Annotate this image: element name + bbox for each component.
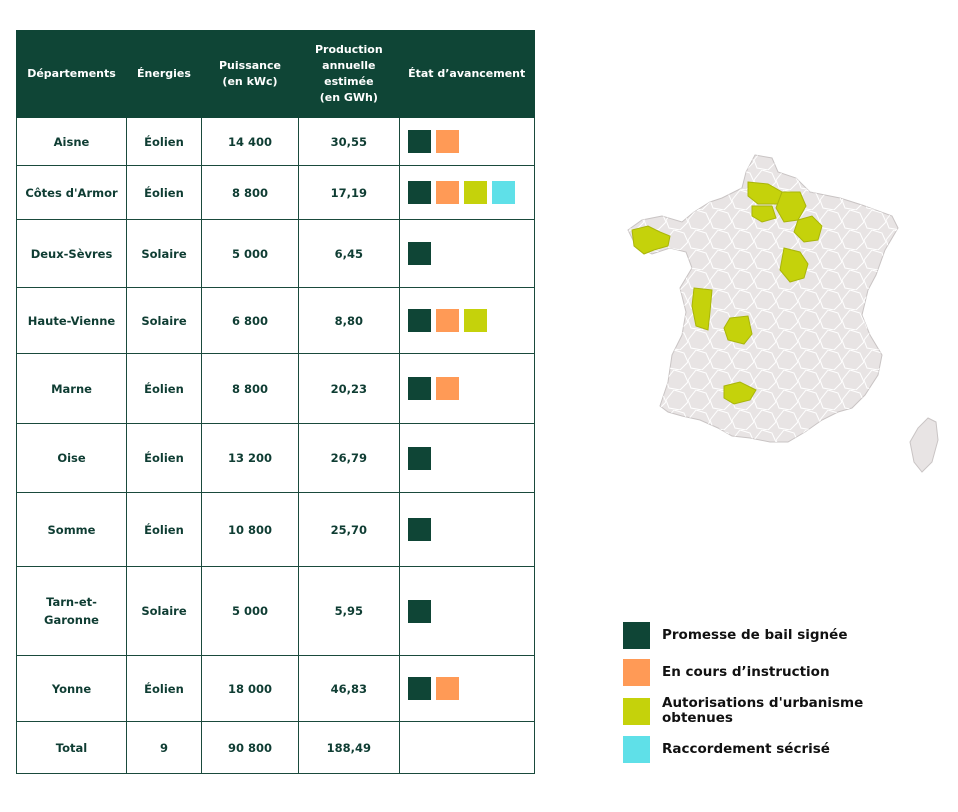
cell-status — [399, 166, 534, 220]
table-header-row — [17, 31, 535, 118]
table-row — [17, 567, 535, 656]
legend-label-raccordement: Raccordement sécrisé — [662, 741, 830, 757]
cell-departement: Haute-Vienne — [17, 288, 127, 354]
legend-label-urbanisme: Autorisations d'urbanisme obtenues — [662, 695, 864, 726]
cell-production: 46,83 — [299, 656, 400, 722]
total-production: 188,49 — [299, 722, 400, 774]
table-row — [17, 118, 535, 166]
status-square-promesse — [408, 518, 431, 541]
status-square-instruction — [436, 677, 459, 700]
header-production: Production annuelle estimée (en GWh) — [299, 31, 400, 118]
cell-production: 26,79 — [299, 424, 400, 493]
cell-puissance: 18 000 — [202, 656, 299, 722]
legend-swatch-raccordement — [623, 736, 650, 763]
status-square-urbanisme — [464, 309, 487, 332]
cell-puissance: 14 400 — [202, 118, 299, 166]
france-departments-map — [600, 150, 945, 485]
cell-puissance: 8 800 — [202, 354, 299, 424]
status-square-urbanisme — [464, 181, 487, 204]
table-row — [17, 220, 535, 288]
status-square-promesse — [408, 677, 431, 700]
cell-departement: Yonne — [17, 656, 127, 722]
legend-swatch-urbanisme — [623, 698, 650, 725]
status-square-promesse — [408, 377, 431, 400]
header-puissance: Puissance (en kWc) — [202, 31, 299, 118]
total-row — [17, 722, 535, 774]
cell-puissance: 5 000 — [202, 567, 299, 656]
cell-status — [399, 354, 534, 424]
cell-puissance: 6 800 — [202, 288, 299, 354]
table-row — [17, 493, 535, 567]
corsica-shape — [910, 418, 938, 472]
cell-status — [399, 567, 534, 656]
cell-departement: Oise — [17, 424, 127, 493]
cell-energie: Éolien — [127, 656, 202, 722]
cell-energie: Solaire — [127, 220, 202, 288]
cell-production: 17,19 — [299, 166, 400, 220]
legend — [623, 622, 892, 773]
legend-item-instruction — [623, 659, 892, 686]
status-square-promesse — [408, 447, 431, 470]
legend-swatch-promesse — [623, 622, 650, 649]
status-square-raccordement — [492, 181, 515, 204]
total-puissance: 90 800 — [202, 722, 299, 774]
cell-energie: Éolien — [127, 424, 202, 493]
cell-departement: Deux-Sèvres — [17, 220, 127, 288]
cell-puissance: 8 800 — [202, 166, 299, 220]
cell-energie: Éolien — [127, 493, 202, 567]
cell-puissance: 10 800 — [202, 493, 299, 567]
cell-energie: Éolien — [127, 118, 202, 166]
status-square-promesse — [408, 181, 431, 204]
status-square-promesse — [408, 309, 431, 332]
table-row — [17, 354, 535, 424]
cell-status — [399, 424, 534, 493]
legend-item-raccordement — [623, 736, 892, 763]
cell-production: 6,45 — [299, 220, 400, 288]
cell-energie: Solaire — [127, 288, 202, 354]
header-energie: Énergies — [127, 31, 202, 118]
cell-energie: Éolien — [127, 166, 202, 220]
cell-energie: Éolien — [127, 354, 202, 424]
total-count: 9 — [127, 722, 202, 774]
cell-puissance: 5 000 — [202, 220, 299, 288]
table-row — [17, 656, 535, 722]
legend-item-promesse — [623, 622, 892, 649]
status-square-promesse — [408, 130, 431, 153]
dept-haute-vienne — [724, 316, 752, 344]
cell-status — [399, 220, 534, 288]
header-etat: État d’avancement — [399, 31, 534, 118]
cell-production: 20,23 — [299, 354, 400, 424]
cell-departement: Côtes d'Armor — [17, 166, 127, 220]
cell-puissance: 13 200 — [202, 424, 299, 493]
cell-departement: Marne — [17, 354, 127, 424]
cell-production: 8,80 — [299, 288, 400, 354]
cell-production: 30,55 — [299, 118, 400, 166]
cell-energie: Solaire — [127, 567, 202, 656]
cell-status — [399, 118, 534, 166]
total-status-empty — [399, 722, 534, 774]
status-square-instruction — [436, 181, 459, 204]
cell-departement: Somme — [17, 493, 127, 567]
table-row — [17, 424, 535, 493]
header-departement: Départements — [17, 31, 127, 118]
status-square-instruction — [436, 130, 459, 153]
cell-departement: Tarn-et-Garonne — [17, 567, 127, 656]
total-label: Total — [17, 722, 127, 774]
legend-swatch-instruction — [623, 659, 650, 686]
legend-label-instruction: En cours d’instruction — [662, 664, 830, 680]
cell-production: 5,95 — [299, 567, 400, 656]
legend-label-promesse: Promesse de bail signée — [662, 627, 848, 643]
cell-status — [399, 493, 534, 567]
table-row — [17, 166, 535, 220]
legend-item-urbanisme — [623, 696, 892, 726]
status-square-instruction — [436, 309, 459, 332]
cell-production: 25,70 — [299, 493, 400, 567]
status-square-instruction — [436, 377, 459, 400]
cell-departement: Aisne — [17, 118, 127, 166]
projects-table — [16, 30, 535, 774]
cell-status — [399, 288, 534, 354]
table-row — [17, 288, 535, 354]
status-square-promesse — [408, 242, 431, 265]
cell-status — [399, 656, 534, 722]
status-square-promesse — [408, 600, 431, 623]
